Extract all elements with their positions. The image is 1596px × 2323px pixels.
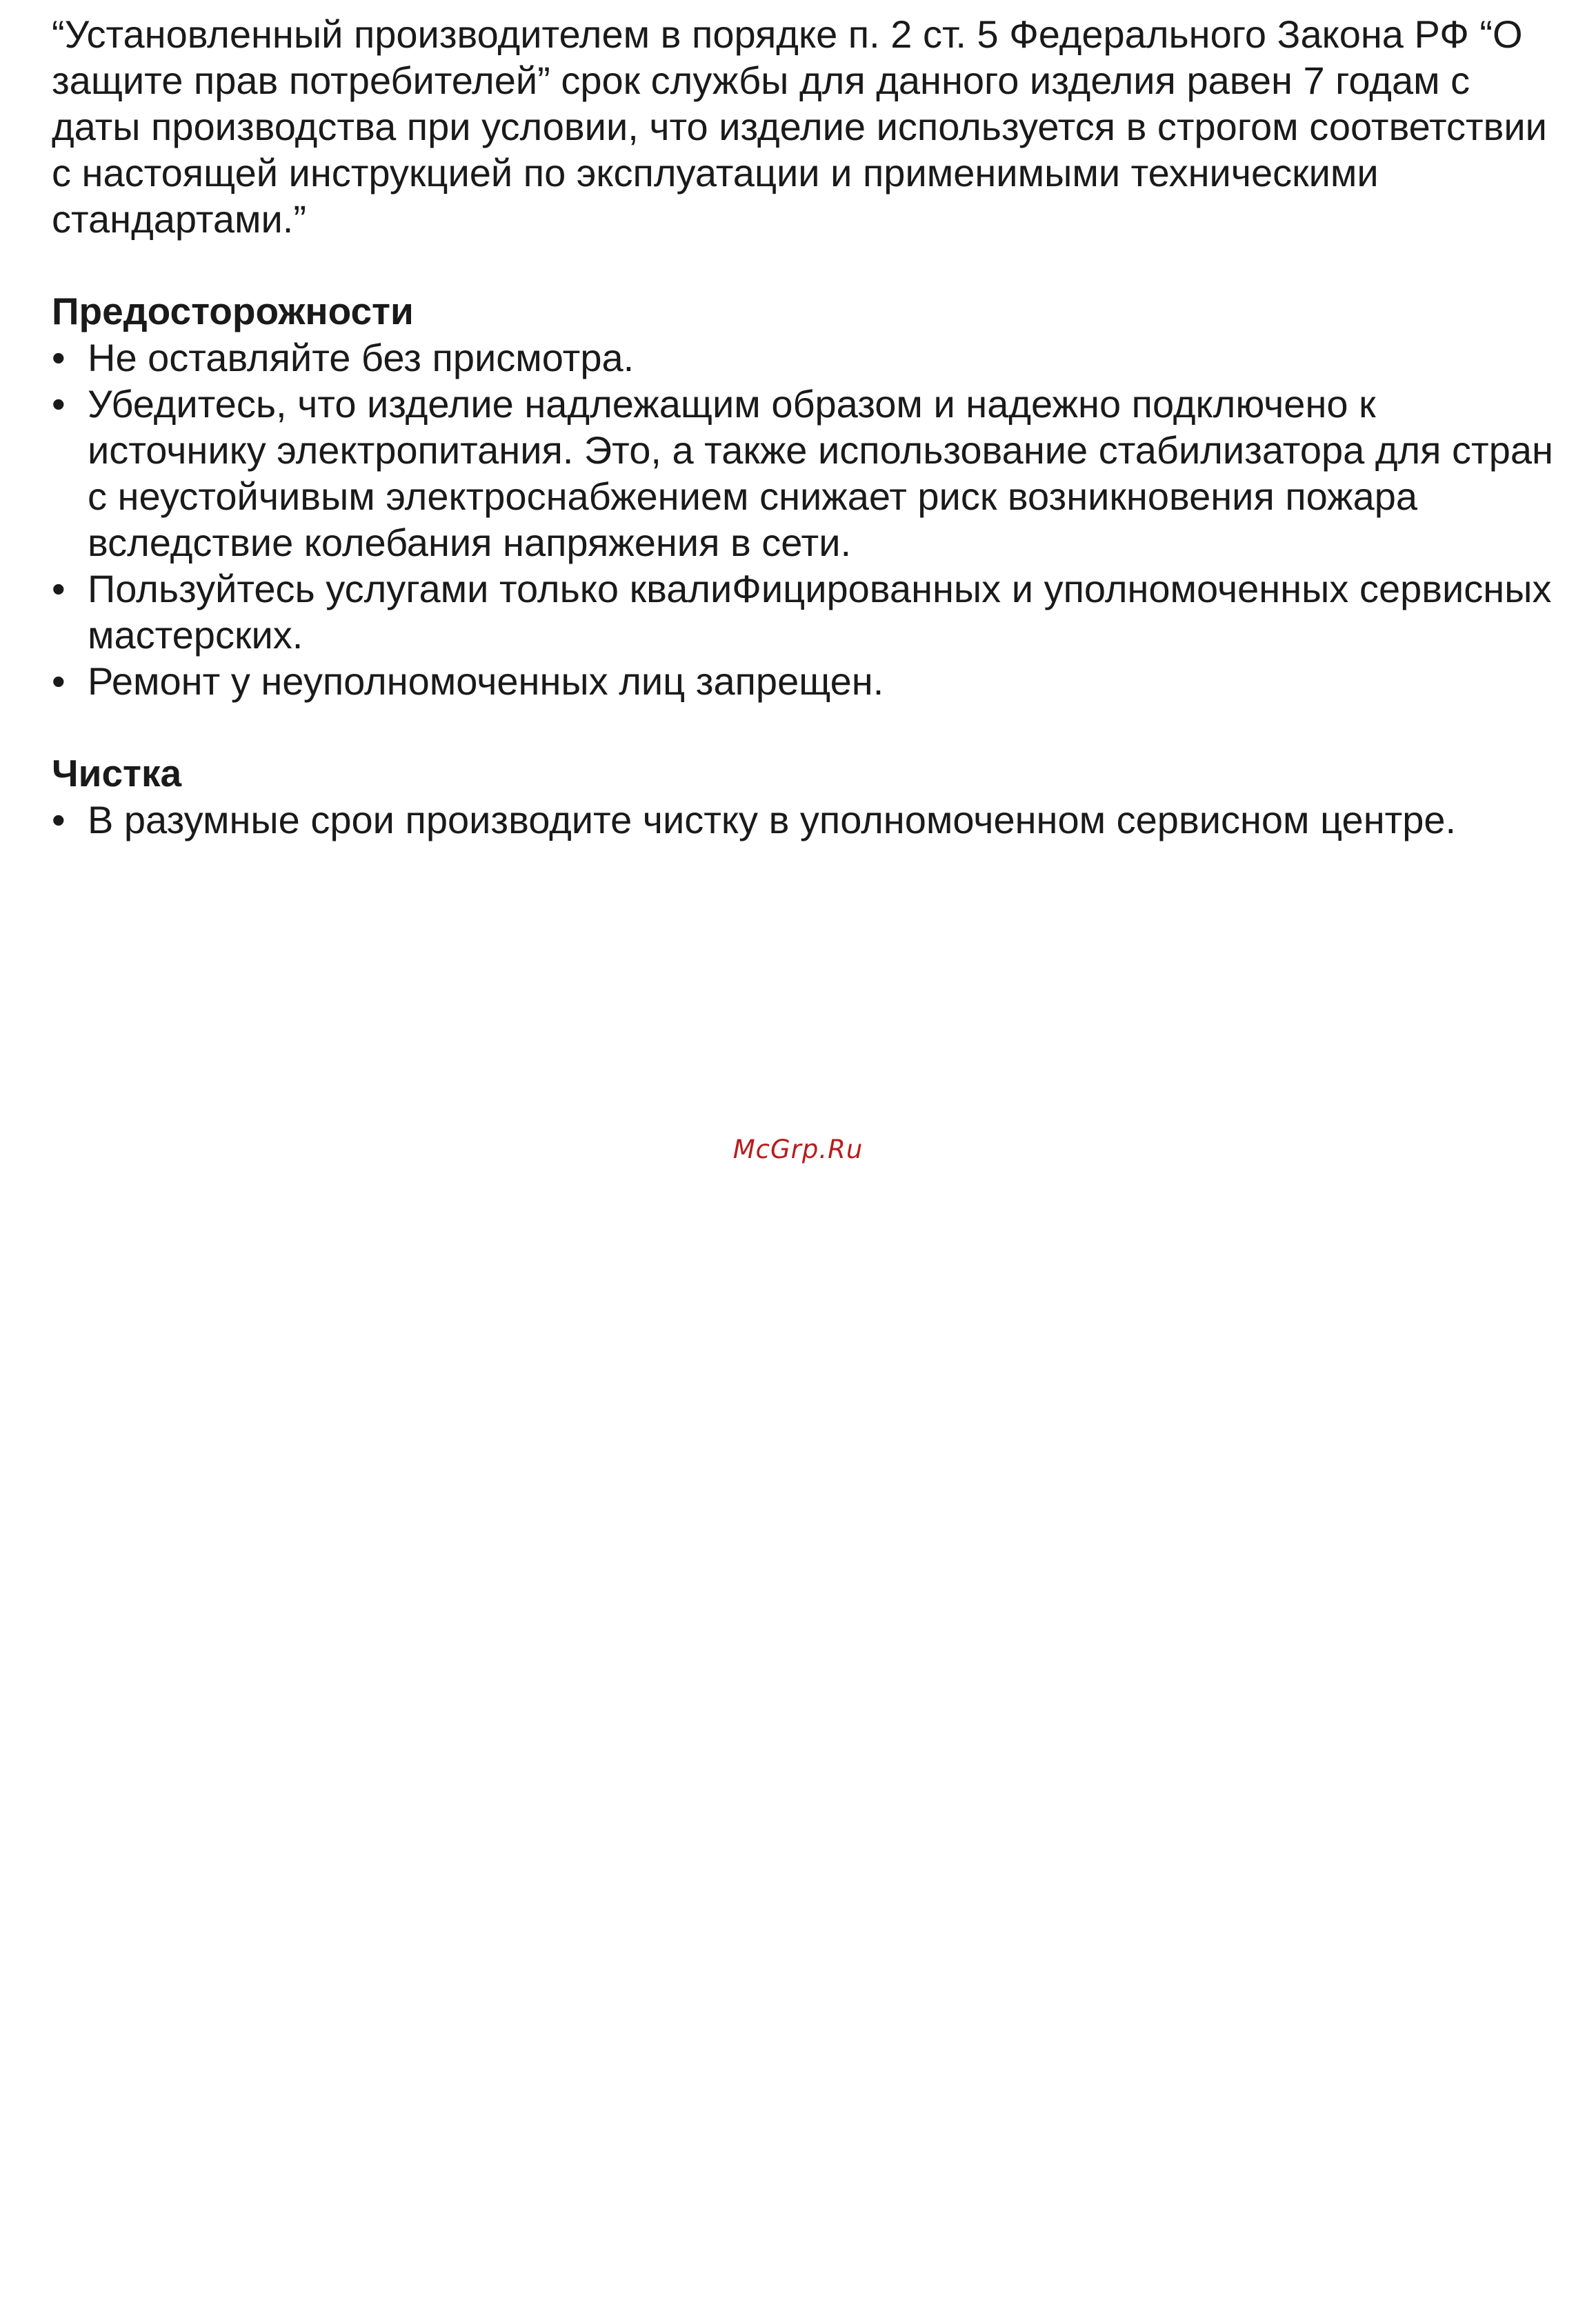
list-item bbox=[52, 335, 1555, 381]
list-item-text: Убедитесь, что изделие надлежащим образом и надежно подключено к источнику электропитания. Это, а также использование стабилизатора для стран с неустойчивым электроснабжением снижает риск возникновения пожара вследствие колебания напряжения в сети. bbox=[88, 382, 1553, 564]
list-item bbox=[52, 797, 1555, 843]
list-item bbox=[52, 658, 1555, 704]
list-item bbox=[52, 566, 1555, 658]
precautions-heading: Предосторожности bbox=[52, 290, 414, 332]
list-item-text: В разумные срои производите чистку в уполномоченном сервисном центре. bbox=[88, 798, 1457, 841]
cleaning-list bbox=[52, 797, 1555, 843]
bullet-icon: • bbox=[52, 567, 66, 610]
watermark-link[interactable]: McGrp.Ru bbox=[732, 1135, 864, 1164]
service-life-paragraph: “Установленный производителем в порядке п. 2 ст. 5 Федерального Закона РФ “О защите прав потребителей” срок службы для данного изделия равен 7 годам с даты производства при условии, что изделие используется в строгом соответствии с настоящей инструкцией по эксплуатации и применимыми техническими стандартами.” bbox=[52, 12, 1547, 241]
list-item-text: Пользуйтесь услугами только квалиФицированных и уполномоченных сервисных мастерских. bbox=[88, 567, 1552, 657]
list-item bbox=[52, 381, 1555, 566]
list-item-text: Ремонт у неуполномоченных лиц запрещен. bbox=[88, 659, 884, 703]
precautions-list bbox=[52, 335, 1555, 704]
bullet-icon: • bbox=[52, 336, 66, 379]
list-item-text: Не оставляйте без присмотра. bbox=[88, 336, 635, 379]
bullet-icon: • bbox=[52, 382, 66, 426]
bullet-icon: • bbox=[52, 798, 66, 841]
cleaning-heading: Чистка bbox=[52, 752, 182, 795]
document-body bbox=[52, 11, 1555, 843]
bullet-icon: • bbox=[52, 659, 66, 703]
